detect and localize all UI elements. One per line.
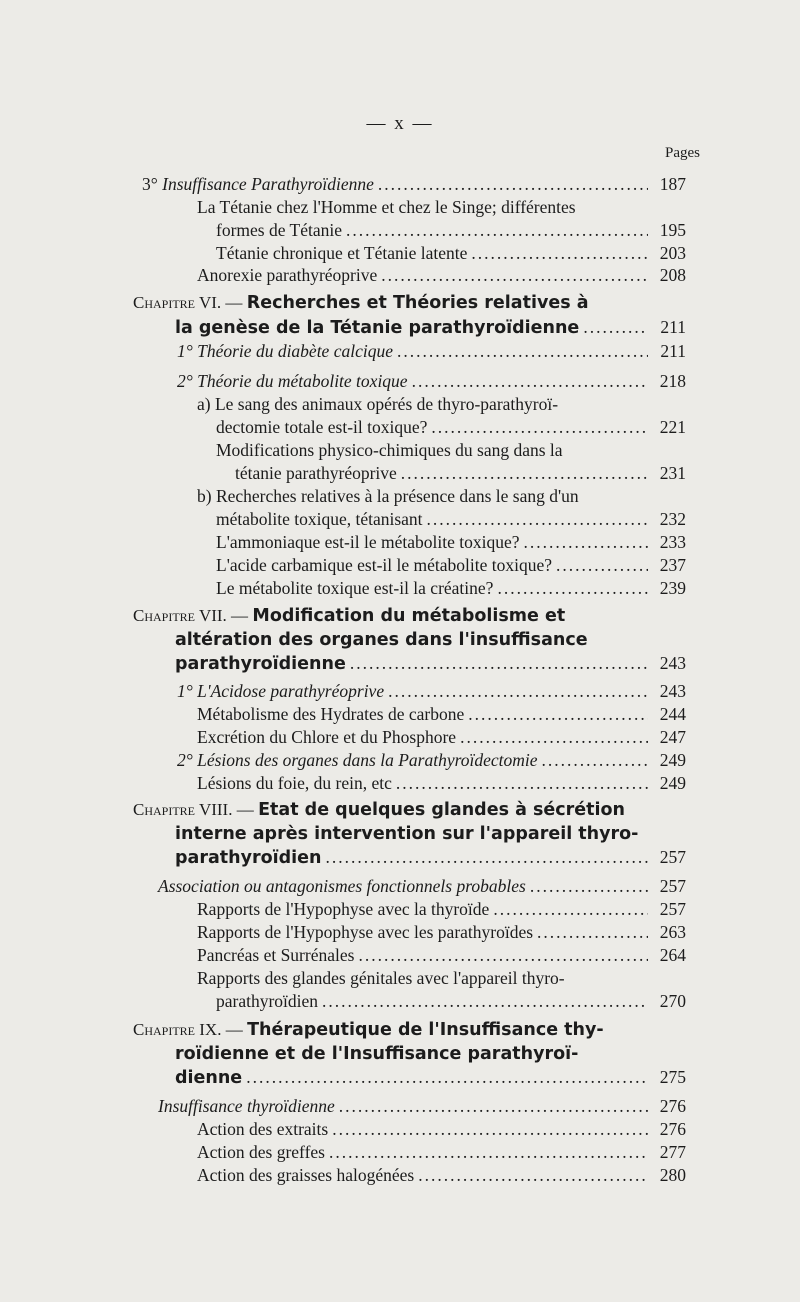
toc-entry [197,898,686,920]
chapter-title: altération des organes dans l'insuffisance [175,630,588,650]
chapter-title: interne après intervention sur l'appareil thyro- [175,824,639,844]
chapter-page: 243 [659,653,686,673]
toc-entry-text: Tétanie chronique et Tétanie latente [216,243,468,263]
chapter-heading-line [175,822,638,845]
toc-entry [216,990,686,1012]
chapter-page: 275 [659,1067,686,1087]
toc-entry-text: Modifications physico-chimiques du sang dans la [216,440,563,460]
toc-entry [197,772,686,794]
toc-entry-page: 264 [659,945,686,965]
toc-entry-text: Excrétion du Chlore et du Phosphore [197,727,457,747]
chapter-label: Chapitre IX. — [133,1020,243,1039]
chapter-title: Modification du métabolisme et [252,606,566,626]
toc-entry-text: Insuffisance thyroïdienne [158,1096,335,1116]
toc-entry [197,1164,686,1186]
toc-entry [197,703,686,725]
toc-entry-page: 237 [659,555,686,575]
toc-entry [216,531,686,553]
chapter-title: la genèse de la Tétanie parathyroïdienne [175,318,580,338]
chapter-heading-line [175,316,686,339]
chapter-title: dienne [175,1068,243,1088]
toc-entry-text: tétanie parathyréoprive [235,463,397,483]
toc-entry-page: 231 [659,463,686,483]
toc-entry [177,370,686,392]
chapter-heading-line [175,628,588,651]
toc-entry [216,219,686,241]
toc-entry-text: Rapports des glandes génitales avec l'appareil thyro- [197,968,565,988]
toc-entry [197,1118,686,1140]
chapter-page: 211 [660,317,686,337]
toc-entry-text: Métabolisme des Hydrates de carbone [197,704,465,724]
toc-entry [177,340,686,362]
toc-entry-text: Action des extraits [197,1119,329,1139]
toc-entry-page: 221 [659,417,686,437]
toc-entry-text: Rapports de l'Hypophyse avec les parathyroïdes [197,922,534,942]
chapter-heading [133,1018,604,1041]
chapter-heading-line [175,652,686,675]
toc-entry-page: 218 [659,371,686,391]
toc-entry-page: 195 [659,220,686,240]
toc-entry-text: 2° Lésions des organes dans la Parathyroïdectomie [177,750,538,770]
toc-entry-text: Association ou antagonismes fonctionnels probables [158,876,526,896]
toc-entry [197,196,686,218]
toc-entry [216,416,686,438]
chapter-label: Chapitre VIII. — [133,800,254,819]
toc-entry-text: Pancréas et Surrénales [197,945,355,965]
chapter-heading-line [175,846,686,869]
toc-entry [197,264,686,286]
toc-entry-text: a) Le sang des animaux opérés de thyro-parathyroï- [197,394,559,414]
toc-entry-page: 243 [659,681,686,701]
toc-entry [177,749,686,771]
toc-entry-text: Rapports de l'Hypophyse avec la thyroïde [197,899,490,919]
toc-entry [197,485,686,507]
chapter-heading-line [175,1042,578,1065]
toc-entry-page: 257 [659,876,686,896]
toc-entry-page: 276 [659,1119,686,1139]
toc-entry [216,508,686,530]
toc-entry-text: La Tétanie chez l'Homme et chez le Singe; différentes [197,197,576,217]
toc-entry-text: Action des graisses halogénées [197,1165,415,1185]
toc-entry-text: parathyroïdien [216,991,319,1011]
toc-entry-text: Le métabolite toxique est-il la créatine? [216,578,494,598]
toc-entry [197,967,686,989]
toc-entry-text: 2° Théorie du métabolite toxique [177,371,408,391]
toc-entry-text: 1° Théorie du diabète calcique [177,341,393,361]
toc-entry-page: 211 [660,341,686,361]
toc-entry-text: métabolite toxique, tétanisant [216,509,423,529]
toc-entry [197,921,686,943]
chapter-heading [133,798,625,821]
chapter-title: parathyroïdienne [175,654,346,674]
toc-entry-text: b) Recherches relatives à la présence dans le sang d'un [197,486,579,506]
toc-entry-text: 1° L'Acidose parathyréoprive [177,681,385,701]
toc-entry-page: 249 [659,750,686,770]
toc-entry-page: 203 [659,243,686,263]
toc-entry-page: 247 [659,727,686,747]
toc-entry-page: 233 [659,532,686,552]
chapter-label: Chapitre VI. — [133,293,243,312]
page-folio: — x — [366,113,434,134]
toc-entry [197,393,686,415]
chapter-heading [133,604,565,627]
chapter-page: 257 [659,847,686,867]
toc-entry-text: L'ammoniaque est-il le métabolite toxique? [216,532,520,552]
toc-entry [235,462,686,484]
toc-entry-page: 208 [659,265,686,285]
toc-entry [177,680,686,702]
toc-entry-text: L'acide carbamique est-il le métabolite toxique? [216,555,552,575]
toc-entry-text: dectomie totale est-il toxique? [216,417,428,437]
toc-entry-text: Anorexie parathyréoprive [197,265,378,285]
toc-entry-page: 244 [659,704,686,724]
toc-entry-page: 277 [659,1142,686,1162]
chapter-title: Recherches et Théories relatives à [246,293,589,313]
toc-entry-prefix: 3° [142,174,158,194]
toc-entry-page: 276 [659,1096,686,1116]
chapter-title: parathyroïdien [175,848,322,868]
toc-entry-page: 187 [659,174,686,194]
chapter-title: Thérapeutique de l'Insuffisance thy- [247,1020,604,1040]
chapter-heading-line [175,1066,686,1089]
toc-entry-page: 249 [659,773,686,793]
toc-entry-page: 263 [659,922,686,942]
toc-entry [158,875,686,897]
pages-column-label: Pages [665,145,700,161]
toc-entry-text: formes de Tétanie [216,220,343,240]
toc-entry-page: 270 [659,991,686,1011]
toc-entry-page: 232 [659,509,686,529]
chapter-title: roïdienne et de l'Insuffisance parathyroï- [175,1044,579,1064]
toc-entry [197,726,686,748]
chapter-title: Etat de quelques glandes à sécrétion [258,800,625,820]
toc-entry-page: 239 [659,578,686,598]
toc-entry-text: Insuffisance Parathyroïdienne [162,174,374,194]
toc-entry [216,577,686,599]
toc-entry [216,439,686,461]
toc-entry [216,242,686,264]
toc-entry [216,554,686,576]
chapter-label: Chapitre VII. — [133,606,249,625]
toc-entry-text: Lésions du foie, du rein, etc [197,773,392,793]
toc-entry-page: 257 [659,899,686,919]
chapter-heading [133,291,589,314]
toc-entry [197,1141,686,1163]
toc-entry [142,173,686,195]
toc-entry [158,1095,686,1117]
toc-entry [197,944,686,966]
toc-entry-page: 280 [659,1165,686,1185]
toc-entry-text: Action des greffes [197,1142,325,1162]
